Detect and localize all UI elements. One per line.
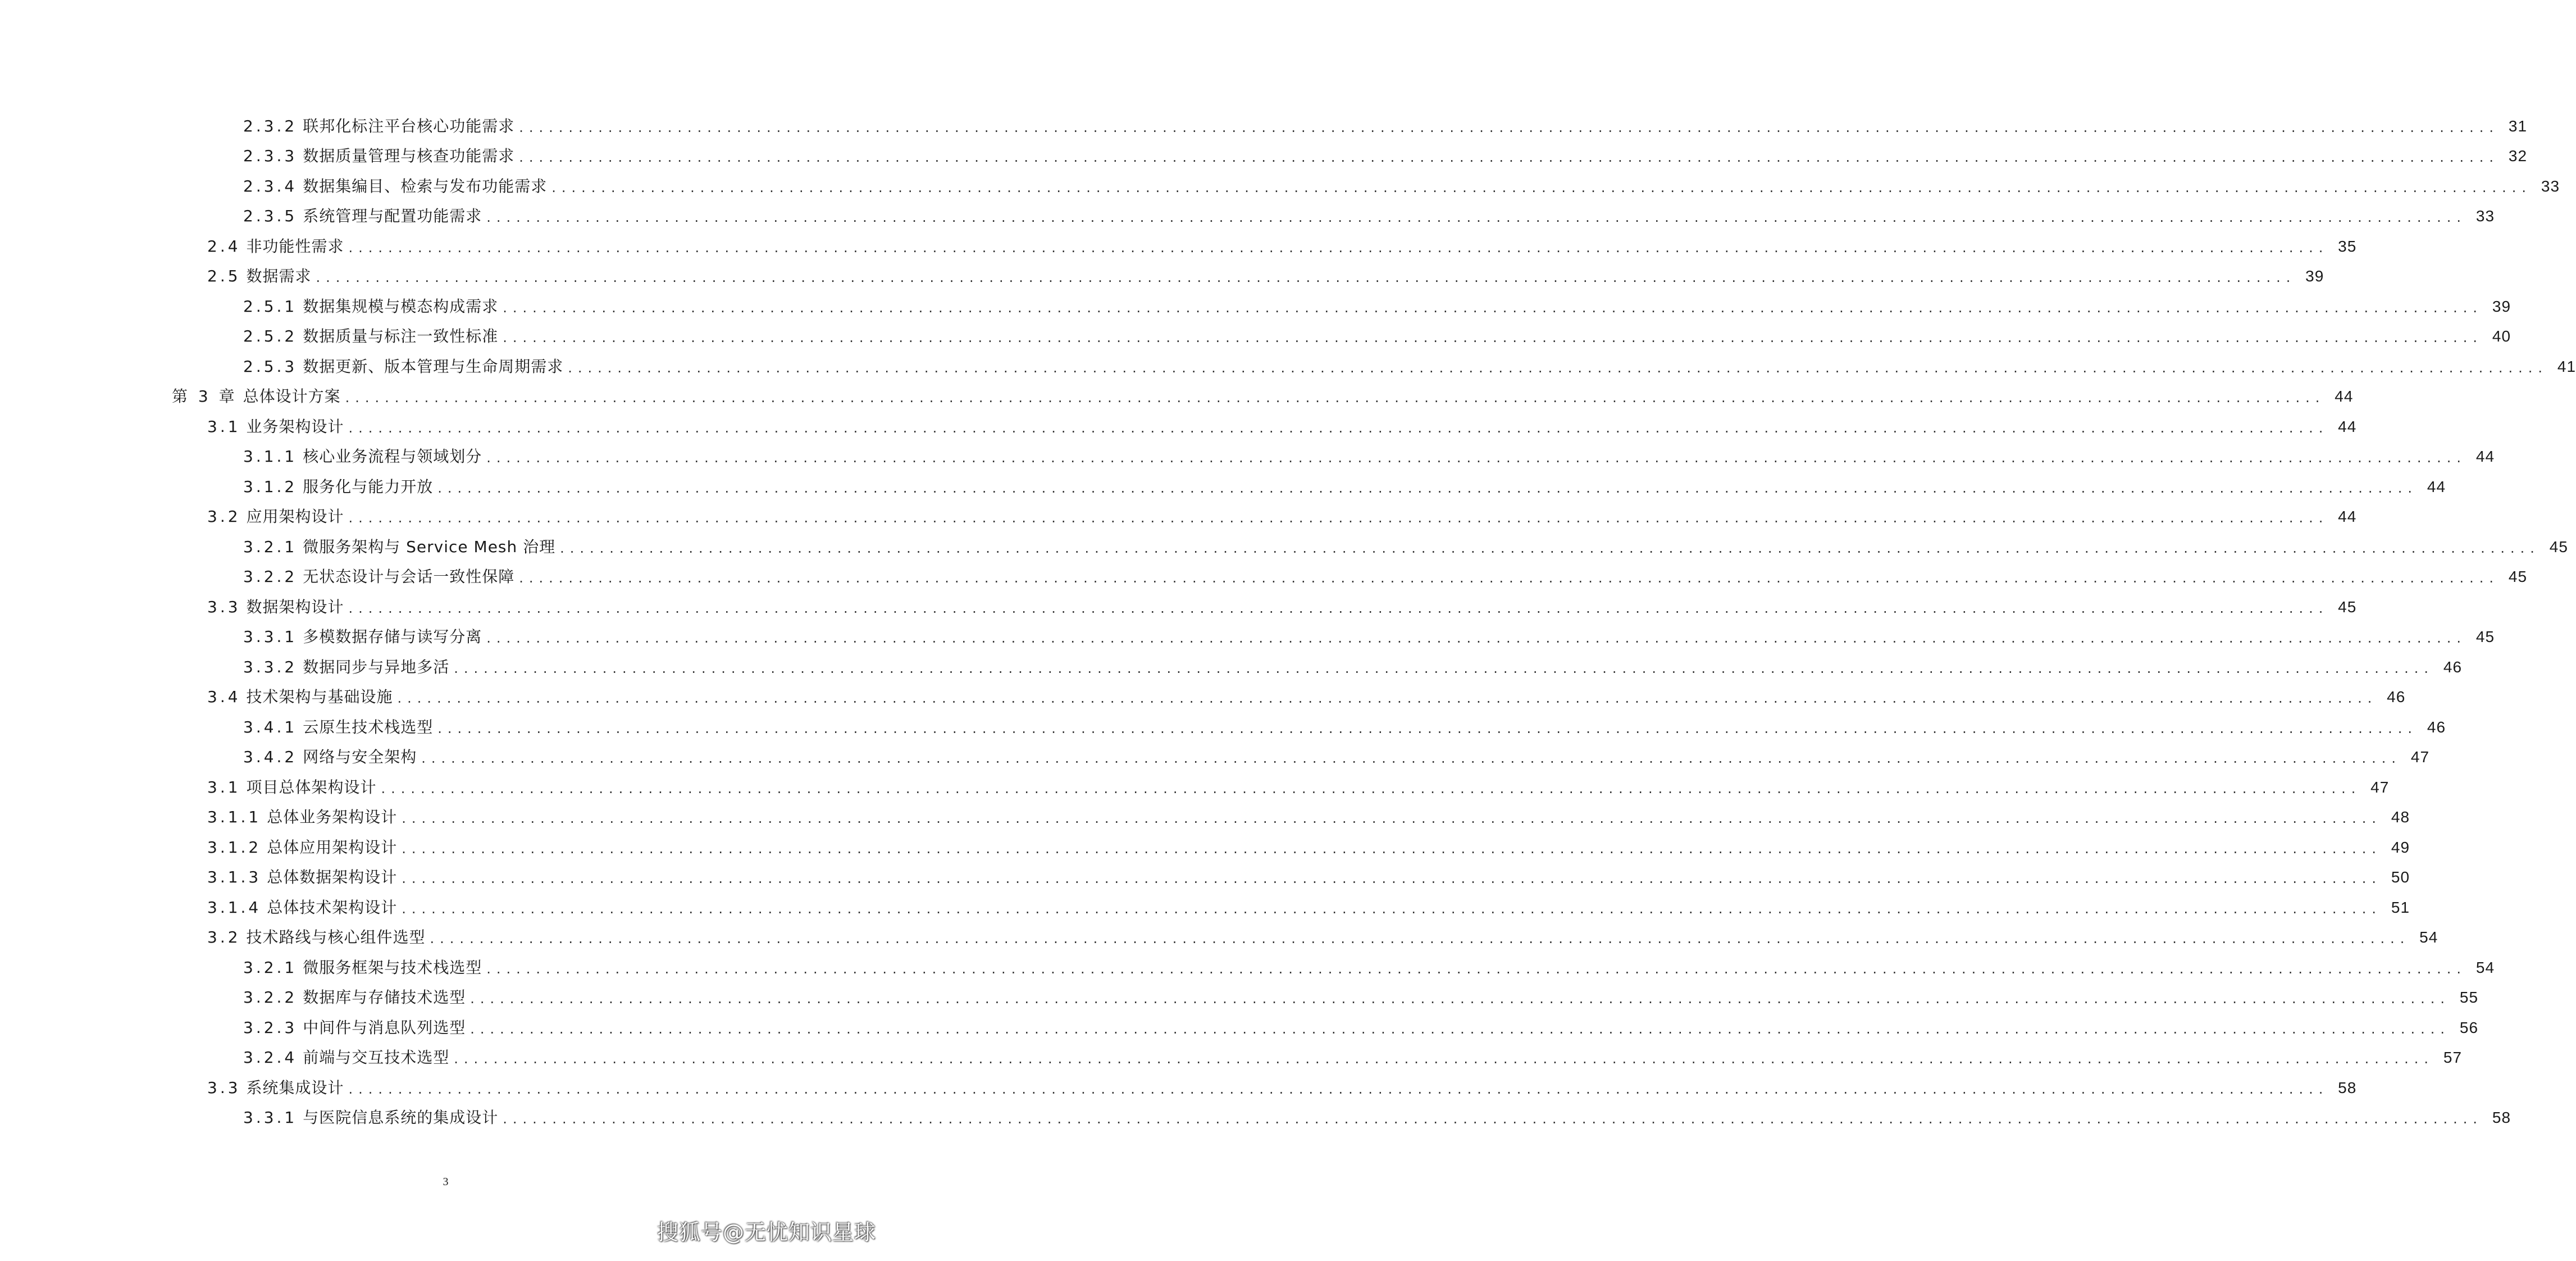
toc-entry[interactable] <box>0 893 2410 923</box>
toc-entry-text: 系统集成设计 <box>246 1078 344 1097</box>
toc-dot-leader: ........................................................................................................................................................................................................ <box>503 1111 2483 1127</box>
toc-entry-text: 总体设计方案 <box>243 387 341 406</box>
toc-dot-leader: ........................................................................................................................................................................................................ <box>470 991 2451 1007</box>
toc-entry-page: 49 <box>2391 838 2410 856</box>
toc-entry-number: 3.1 <box>207 417 241 436</box>
toc-entry-title <box>243 329 498 344</box>
toc-entry-page: 44 <box>2338 508 2357 526</box>
toc-dot-leader: ........................................................................................................................................................................................................ <box>348 1081 2329 1097</box>
toc-entry-text: 数据同步与异地多活 <box>303 657 450 676</box>
toc-entry-number: 3.1.3 <box>207 868 262 887</box>
toc-entry-title <box>243 1020 466 1036</box>
toc-entry[interactable] <box>0 863 2410 893</box>
toc-entry-text: 无状态设计与会话一致性保障 <box>303 567 515 586</box>
toc-dot-leader: ........................................................................................................................................................................................................ <box>345 390 2326 406</box>
toc-entry-page: 55 <box>2459 989 2479 1007</box>
toc-entry[interactable] <box>0 953 2495 983</box>
toc-entry-number: 3.3.2 <box>243 657 298 676</box>
toc-entry-text: 数据架构设计 <box>246 597 344 616</box>
toc-entry[interactable] <box>0 322 2511 352</box>
toc-entry-page: 47 <box>2370 778 2390 796</box>
toc-dot-leader: ........................................................................................................................................................................................................ <box>486 630 2467 647</box>
toc-entry-text: 多模数据存储与读写分离 <box>303 627 482 647</box>
toc-entry[interactable] <box>0 352 2576 382</box>
toc-entry-page: 46 <box>2427 718 2446 736</box>
toc-entry-page: 45 <box>2338 598 2357 616</box>
toc-entry-text: 总体应用架构设计 <box>267 837 398 857</box>
toc-entry-page: 46 <box>2443 658 2463 676</box>
toc-entry-title <box>207 900 397 916</box>
toc-entry-number: 3.1.1 <box>243 447 298 466</box>
toc-entry-number: 3.1.4 <box>207 898 262 917</box>
toc-entry-text: 中间件与消息队列选型 <box>303 1018 466 1037</box>
toc-dot-leader: ........................................................................................................................................................................................................ <box>348 510 2329 526</box>
toc-entry-page: 44 <box>2335 388 2354 406</box>
toc-entry[interactable] <box>0 142 2528 172</box>
toc-entry-title <box>207 268 312 284</box>
toc-entry-number: 3.1.2 <box>243 477 298 496</box>
toc-entry-page: 44 <box>2475 448 2495 466</box>
toc-entry-text: 数据集编目、检索与发布功能需求 <box>303 176 548 195</box>
toc-entry-page: 41 <box>2557 357 2576 375</box>
toc-entry-page: 48 <box>2391 808 2410 826</box>
toc-entry-title <box>207 599 344 615</box>
toc-entry-title <box>172 389 341 404</box>
toc-entry-page: 54 <box>2419 928 2438 946</box>
toc-entry[interactable] <box>0 1013 2479 1043</box>
toc-entry[interactable] <box>0 202 2495 232</box>
toc-entry[interactable] <box>0 231 2357 262</box>
toc-entry[interactable] <box>0 622 2495 653</box>
toc-entry-number: 2.5.1 <box>243 297 298 316</box>
toc-entry[interactable] <box>0 292 2511 322</box>
toc-entry-title <box>207 930 426 945</box>
toc-entry-text: 技术路线与核心组件选型 <box>246 928 426 947</box>
toc-entry-page: 45 <box>2549 538 2568 556</box>
toc-entry-text: 数据更新、版本管理与生命周期需求 <box>303 357 564 376</box>
toc-entry-title <box>243 116 515 135</box>
toc-entry-text: 数据集规模与模态构成需求 <box>303 297 499 316</box>
toc-entry-text: 前端与交互技术选型 <box>303 1048 450 1067</box>
toc-entry-text: 联邦化标注平台核心功能需求 <box>303 116 515 135</box>
toc-entry[interactable] <box>0 743 2430 773</box>
toc-entry-number: 3.3.1 <box>243 1108 298 1127</box>
toc-entry-text: 业务架构设计 <box>246 417 344 436</box>
toc-entry-number: 3.3 <box>207 1078 241 1097</box>
toc-entry-title <box>207 509 344 525</box>
toc-entry-title <box>207 837 398 857</box>
toc-dot-leader: ........................................................................................................................................................................................................ <box>437 480 2418 496</box>
toc-entry-number: 2.3.5 <box>243 207 298 226</box>
toc-entry-text: 网络与安全架构 <box>303 748 417 767</box>
toc-entry-page: 45 <box>2475 628 2495 646</box>
toc-entry-text: 数据库与存储技术选型 <box>303 988 466 1007</box>
toc-dot-leader: ........................................................................................................................................................................................................ <box>454 660 2434 676</box>
toc-entry-number: 3.2.4 <box>243 1048 298 1067</box>
toc-dot-leader: ........................................................................................................................................................................................................ <box>402 811 2382 827</box>
toc-entry[interactable] <box>0 682 2406 713</box>
toc-entry-title <box>243 749 417 765</box>
table-of-contents <box>0 111 2576 1133</box>
toc-dot-leader: ........................................................................................................................................................................................................ <box>430 931 2410 947</box>
toc-dot-leader: ........................................................................................................................................................................................................ <box>402 871 2382 887</box>
toc-entry-text: 总体业务架构设计 <box>267 808 398 827</box>
toc-entry-title <box>243 539 555 555</box>
toc-dot-leader: ........................................................................................................................................................................................................ <box>381 780 2361 796</box>
toc-dot-leader: ........................................................................................................................................................................................................ <box>397 690 2378 707</box>
toc-entry-page: 46 <box>2387 688 2406 706</box>
toc-entry-text: 数据质量与标注一致性标准 <box>303 327 499 346</box>
toc-entry-number: 3.1.2 <box>207 837 262 857</box>
toc-entry-page: 54 <box>2475 958 2495 976</box>
toc-entry-title <box>243 717 434 736</box>
toc-entry[interactable] <box>0 1073 2357 1103</box>
toc-entry-number: 3.4 <box>207 688 241 707</box>
toc-dot-leader: ........................................................................................................................................................................................................ <box>568 359 2548 376</box>
toc-entry-number: 2.3.2 <box>243 116 298 135</box>
toc-entry[interactable] <box>0 532 2568 562</box>
toc-dot-leader: ........................................................................................................................................................................................................ <box>348 239 2329 256</box>
toc-entry[interactable] <box>0 983 2479 1013</box>
toc-entry-title <box>207 236 344 256</box>
toc-entry-text: 应用架构设计 <box>246 507 344 526</box>
toc-dot-leader: ........................................................................................................................................................................................................ <box>402 900 2382 917</box>
toc-entry-title <box>207 777 377 796</box>
toc-entry-text: 微服务框架与技术栈选型 <box>303 958 482 977</box>
toc-entry-page: 51 <box>2391 898 2410 916</box>
toc-entry-text: 数据需求 <box>246 267 312 286</box>
toc-entry-page: 33 <box>2475 207 2495 225</box>
toc-entry-number: 3.2 <box>207 928 241 947</box>
toc-dot-leader: ........................................................................................................................................................................................................ <box>348 600 2329 616</box>
toc-entry[interactable] <box>0 382 2354 412</box>
toc-entry[interactable] <box>0 412 2357 442</box>
toc-entry-title <box>207 870 397 885</box>
toc-dot-leader: ........................................................................................................................................................................................................ <box>470 1021 2451 1037</box>
toc-entry-number: 3.3.1 <box>243 627 298 647</box>
toc-entry-text: 总体数据架构设计 <box>267 868 398 887</box>
toc-dot-leader: ........................................................................................................................................................................................................ <box>519 570 2500 586</box>
toc-entry-page: 58 <box>2492 1109 2511 1127</box>
toc-dot-leader: ........................................................................................................................................................................................................ <box>486 210 2467 226</box>
toc-entry[interactable] <box>0 803 2410 833</box>
toc-entry-title <box>243 359 563 375</box>
toc-entry-page: 33 <box>2541 177 2560 195</box>
toc-dot-leader: ........................................................................................................................................................................................................ <box>551 179 2532 195</box>
toc-entry-page: 56 <box>2459 1018 2479 1036</box>
toc-dot-leader: ........................................................................................................................................................................................................ <box>316 270 2296 286</box>
toc-entry-text: 微服务架构与 Service Mesh 治理 <box>303 537 556 556</box>
toc-entry-page: 39 <box>2305 267 2324 285</box>
toc-entry-page: 39 <box>2492 297 2511 315</box>
toc-entry-number: 3.2.2 <box>243 988 298 1007</box>
toc-entry[interactable] <box>0 472 2446 502</box>
toc-entry-page: 44 <box>2427 477 2446 495</box>
toc-entry-title <box>243 960 482 976</box>
toc-entry-page: 47 <box>2410 748 2430 766</box>
toc-entry-title <box>243 148 514 164</box>
toc-entry-number: 3.2.2 <box>243 567 298 586</box>
toc-entry-title <box>243 990 466 1005</box>
toc-entry[interactable] <box>0 562 2528 593</box>
toc-dot-leader: ........................................................................................................................................................................................................ <box>503 299 2483 316</box>
toc-entry-number: 3.1 <box>207 777 241 796</box>
watermark: 搜狐号@无忧知识星球 <box>656 1220 876 1245</box>
toc-entry-number: 第 3 章 <box>172 387 238 406</box>
toc-entry[interactable] <box>0 262 2324 292</box>
toc-dot-leader: ........................................................................................................................................................................................................ <box>421 750 2402 767</box>
toc-dot-leader: ........................................................................................................................................................................................................ <box>519 119 2500 135</box>
toc-entry[interactable] <box>0 772 2390 803</box>
toc-entry-page: 40 <box>2492 327 2511 345</box>
toc-entry[interactable] <box>0 712 2446 743</box>
toc-entry-text: 非功能性需求 <box>246 236 344 256</box>
toc-entry-title <box>243 449 482 465</box>
toc-entry-page: 31 <box>2508 117 2528 135</box>
toc-entry[interactable] <box>0 111 2528 142</box>
toc-entry-title <box>243 569 514 585</box>
toc-entry-page: 45 <box>2508 568 2528 586</box>
toc-entry-text: 总体技术架构设计 <box>267 898 398 917</box>
toc-entry-number: 2.5.3 <box>243 357 298 376</box>
toc-entry-text: 技术架构与基础设施 <box>246 688 393 707</box>
toc-entry-text: 系统管理与配置功能需求 <box>303 207 482 226</box>
toc-entry-title <box>207 809 397 825</box>
toc-entry-number: 3.2.3 <box>243 1018 298 1037</box>
toc-entry[interactable] <box>0 592 2357 622</box>
toc-entry-number: 2.5 <box>207 267 241 286</box>
toc-entry-page: 57 <box>2443 1049 2463 1067</box>
page-number: 3 <box>443 1176 449 1188</box>
toc-entry-page: 58 <box>2338 1078 2357 1096</box>
toc-entry[interactable] <box>0 832 2410 863</box>
toc-entry-number: 3.2 <box>207 507 241 526</box>
toc-dot-leader: ........................................................................................................................................................................................................ <box>348 420 2329 436</box>
toc-entry-page: 32 <box>2508 147 2528 165</box>
toc-entry[interactable] <box>0 502 2357 532</box>
toc-entry-number: 2.3.3 <box>243 147 298 166</box>
toc-entry-number: 3.4.2 <box>243 748 298 767</box>
toc-entry-text: 与医院信息系统的集成设计 <box>303 1108 499 1127</box>
toc-entry-title <box>207 1080 344 1096</box>
toc-entry-title <box>243 208 482 224</box>
toc-entry-title <box>243 1050 449 1066</box>
toc-entry-text: 云原生技术栈选型 <box>303 717 434 736</box>
toc-dot-leader: ........................................................................................................................................................................................................ <box>402 840 2382 857</box>
toc-entry[interactable] <box>0 652 2463 682</box>
toc-dot-leader: ........................................................................................................................................................................................................ <box>437 720 2418 736</box>
toc-entry-page: 50 <box>2391 868 2410 886</box>
toc-entry-number: 2.3.4 <box>243 176 298 195</box>
toc-dot-leader: ........................................................................................................................................................................................................ <box>560 540 2540 556</box>
toc-entry[interactable] <box>0 1103 2511 1133</box>
toc-dot-leader: ........................................................................................................................................................................................................ <box>503 330 2483 346</box>
toc-entry-number: 2.5.2 <box>243 327 298 346</box>
toc-entry-title <box>207 689 393 705</box>
toc-dot-leader: ........................................................................................................................................................................................................ <box>486 450 2467 466</box>
toc-entry-title <box>243 299 498 315</box>
toc-entry-title <box>243 479 433 495</box>
toc-entry-text: 核心业务流程与领域划分 <box>303 447 482 466</box>
toc-entry-page: 44 <box>2338 417 2357 435</box>
toc-entry-number: 3.4.1 <box>243 717 298 736</box>
toc-entry[interactable] <box>0 171 2560 202</box>
toc-entry-number: 3.2.1 <box>243 958 298 977</box>
toc-dot-leader: ........................................................................................................................................................................................................ <box>519 149 2500 166</box>
toc-entry-text: 数据质量管理与核查功能需求 <box>303 147 515 166</box>
toc-entry-title <box>243 176 548 195</box>
toc-dot-leader: ........................................................................................................................................................................................................ <box>454 1051 2434 1067</box>
toc-entry-number: 2.4 <box>207 236 241 256</box>
toc-entry[interactable] <box>0 923 2438 953</box>
toc-entry-text: 项目总体架构设计 <box>246 777 377 796</box>
toc-entry-title <box>243 629 482 645</box>
toc-entry-text: 服务化与能力开放 <box>303 477 434 496</box>
toc-entry-title <box>243 1110 498 1126</box>
toc-entry-page: 35 <box>2338 237 2357 255</box>
toc-entry[interactable] <box>0 442 2495 472</box>
toc-entry[interactable] <box>0 1043 2463 1073</box>
toc-entry-number: 3.3 <box>207 597 241 616</box>
toc-dot-leader: ........................................................................................................................................................................................................ <box>486 960 2467 977</box>
toc-entry-number: 3.1.1 <box>207 808 262 827</box>
toc-entry-title <box>207 419 344 435</box>
toc-entry-title <box>243 659 449 675</box>
toc-entry-number: 3.2.1 <box>243 537 298 556</box>
